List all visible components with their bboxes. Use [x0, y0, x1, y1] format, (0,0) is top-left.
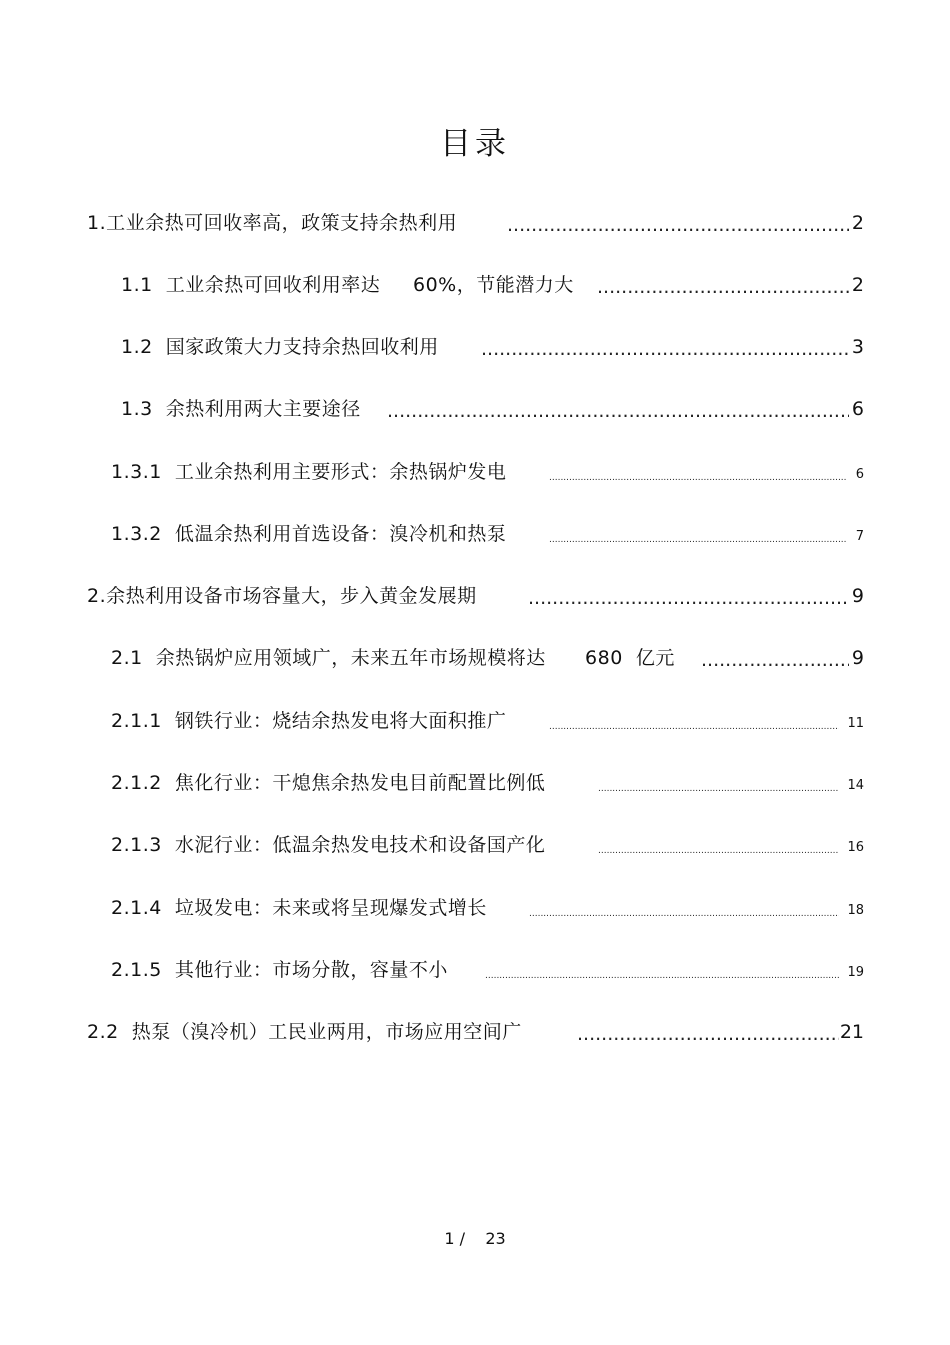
toc-entry-text: 1.1 工业余热可回收利用率达 60%，节能潜力大: [121, 274, 574, 296]
toc-page-number: 6: [851, 398, 864, 420]
toc-leader-dots: [507, 214, 849, 236]
toc-leader-dots: [481, 338, 849, 360]
toc-entry[interactable]: [111, 766, 864, 796]
toc-leader-dots: [577, 1023, 839, 1045]
toc-leader-dots: [598, 782, 839, 796]
toc-entry-text: 2.1.3 水泥行业：低温余热发电技术和设备国产化: [111, 834, 546, 856]
toc-entry-text: 1.2 国家政策大力支持余热回收利用: [121, 336, 439, 358]
toc-entry-text: 2.1.1 钢铁行业：烧结余热发电将大面积推广: [111, 710, 507, 732]
toc-entry-text: 1.工业余热可回收率高，政策支持余热利用: [87, 212, 458, 234]
toc-entry-text: 2.1.4 垃圾发电：未来或将呈现爆发式增长: [111, 897, 487, 919]
toc-page-number: 18: [847, 903, 864, 918]
toc-leader-dots: [529, 907, 839, 921]
toc-leader-dots: [598, 844, 839, 858]
toc-page-number: 7: [855, 529, 864, 544]
toc-entry-text: 1.3.2 低温余热利用首选设备：溴冷机和热泵: [111, 523, 507, 545]
toc-page-number: 16: [847, 840, 864, 855]
toc-page-number: 9: [851, 647, 864, 669]
toc-page-number: 19: [847, 965, 864, 980]
toc-entry[interactable]: [111, 517, 864, 547]
toc-entry[interactable]: [87, 1015, 864, 1045]
toc-entry[interactable]: [121, 330, 864, 360]
toc-page-number: 2: [851, 212, 864, 234]
toc-page-number: 3: [851, 336, 864, 358]
toc-entry[interactable]: [111, 828, 864, 858]
toc-entry-text: 2.1.5 其他行业：市场分散，容量不小: [111, 959, 448, 981]
toc-page-number: 9: [851, 585, 864, 607]
toc-entry-text: 2.1.2 焦化行业：干熄焦余热发电目前配置比例低: [111, 772, 546, 794]
toc-leader-dots: [701, 649, 849, 671]
toc-page-number: 6: [855, 467, 864, 482]
toc-page-number: 2: [851, 274, 864, 296]
toc-entry-text: 1.3.1 工业余热利用主要形式：余热锅炉发电: [111, 461, 507, 483]
toc-entry[interactable]: [121, 268, 864, 298]
page-number-footer: 1 / 23: [444, 1229, 506, 1248]
toc-page-number: 11: [847, 716, 864, 731]
toc-leader-dots: [549, 720, 839, 734]
toc-entry[interactable]: [111, 704, 864, 734]
toc-entry[interactable]: [111, 455, 864, 485]
toc-entry[interactable]: [87, 206, 864, 236]
toc-entry[interactable]: [87, 579, 864, 609]
toc-entry-text: 2.1 余热锅炉应用领域广，未来五年市场规模将达 680 亿元: [111, 647, 675, 669]
toc-leader-dots: [549, 533, 847, 547]
toc-leader-dots: [485, 969, 839, 983]
toc-entry[interactable]: [111, 641, 864, 671]
toc-leader-dots: [597, 276, 849, 298]
toc-leader-dots: [549, 471, 847, 485]
toc-leader-dots: [528, 587, 849, 609]
toc-leader-dots: [387, 400, 849, 422]
toc-entry-text: 1.3 余热利用两大主要途径: [121, 398, 361, 420]
toc-page-number: 21: [839, 1021, 864, 1043]
toc-entry-text: 2.余热利用设备市场容量大，步入黄金发展期: [87, 585, 477, 607]
toc-page-number: 14: [847, 778, 864, 793]
toc-entry[interactable]: [121, 392, 864, 422]
toc-entry[interactable]: [111, 953, 864, 983]
toc-entry-text: 2.2 热泵（溴冷机）工民业两用，市场应用空间广: [87, 1021, 522, 1043]
page-title: 目录: [440, 126, 510, 162]
toc-entry[interactable]: [111, 891, 864, 921]
